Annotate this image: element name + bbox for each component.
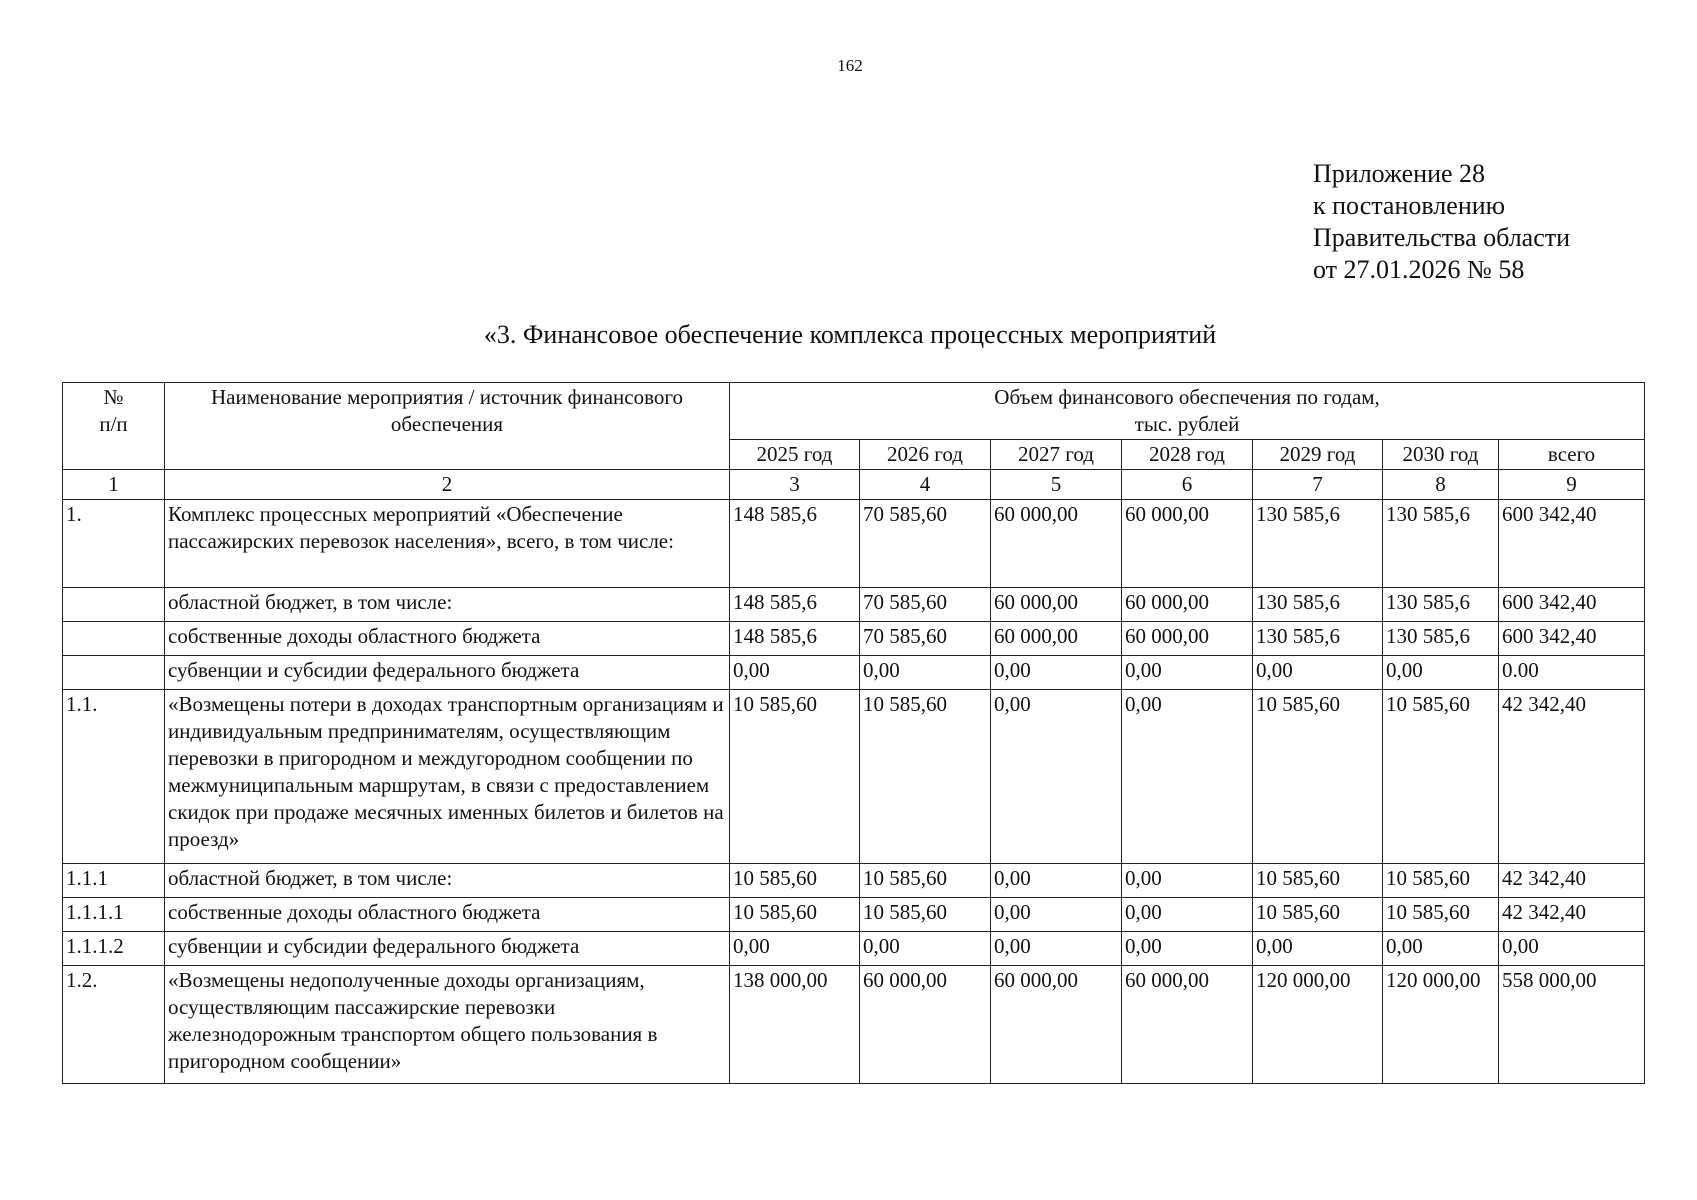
row-number bbox=[63, 622, 165, 656]
column-number: 2 bbox=[165, 470, 730, 500]
table-row bbox=[63, 864, 1645, 898]
row-number: 1.1.1 bbox=[63, 864, 165, 898]
table-row bbox=[63, 588, 1645, 622]
row-year-value: 10 585,60 bbox=[860, 898, 991, 932]
row-year-value: 0,00 bbox=[1122, 898, 1253, 932]
header-name: Наименование мероприятия / источник финансового обеспечения bbox=[165, 383, 730, 470]
row-year-value: 0,00 bbox=[1122, 932, 1253, 966]
row-total-value: 558 000,00 bbox=[1499, 966, 1645, 1084]
row-name: Комплекс процессных мероприятий «Обеспечение пассажирских перевозок населения», всего, в том числе: bbox=[165, 500, 730, 588]
table-row bbox=[63, 932, 1645, 966]
row-year-value: 10 585,60 bbox=[1253, 898, 1383, 932]
row-year-value: 0,00 bbox=[991, 898, 1122, 932]
row-name: субвенции и субсидии федерального бюджета bbox=[165, 932, 730, 966]
row-year-value: 10 585,60 bbox=[730, 864, 860, 898]
row-number bbox=[63, 656, 165, 690]
appendix-line: Правительства области bbox=[1313, 223, 1571, 252]
header-row bbox=[63, 383, 1645, 440]
row-year-value: 10 585,60 bbox=[730, 898, 860, 932]
row-year-value: 130 585,6 bbox=[1383, 622, 1499, 656]
row-year-value: 10 585,60 bbox=[1253, 864, 1383, 898]
row-year-value: 148 585,6 bbox=[730, 622, 860, 656]
header-year: 2028 год bbox=[1122, 440, 1253, 470]
row-year-value: 120 000,00 bbox=[1253, 966, 1383, 1084]
row-year-value: 0,00 bbox=[991, 932, 1122, 966]
row-year-value: 0,00 bbox=[860, 656, 991, 690]
row-year-value: 60 000,00 bbox=[991, 622, 1122, 656]
appendix-line: к постановлению bbox=[1313, 191, 1506, 220]
row-year-value: 0,00 bbox=[1253, 656, 1383, 690]
row-year-value: 0,00 bbox=[1253, 932, 1383, 966]
row-year-value: 0,00 bbox=[860, 932, 991, 966]
row-year-value: 0,00 bbox=[991, 690, 1122, 864]
row-year-value: 10 585,60 bbox=[860, 690, 991, 864]
row-year-value: 130 585,6 bbox=[1383, 588, 1499, 622]
row-number: 1. bbox=[63, 500, 165, 588]
row-name: областной бюджет, в том числе: bbox=[165, 864, 730, 898]
row-total-value: 42 342,40 bbox=[1499, 898, 1645, 932]
row-number: 1.1. bbox=[63, 690, 165, 864]
row-total-value: 600 342,40 bbox=[1499, 588, 1645, 622]
row-number: 1.1.1.2 bbox=[63, 932, 165, 966]
header-year: 2026 год bbox=[860, 440, 991, 470]
header-year-total: всего bbox=[1499, 440, 1645, 470]
row-year-value: 0,00 bbox=[1122, 864, 1253, 898]
table-row bbox=[63, 500, 1645, 588]
column-number: 4 bbox=[860, 470, 991, 500]
appendix-line: Приложение 28 bbox=[1313, 159, 1486, 188]
row-year-value: 10 585,60 bbox=[1383, 898, 1499, 932]
row-year-value: 60 000,00 bbox=[1122, 588, 1253, 622]
row-year-value: 70 585,60 bbox=[860, 588, 991, 622]
row-year-value: 10 585,60 bbox=[730, 690, 860, 864]
row-year-value: 60 000,00 bbox=[1122, 500, 1253, 588]
row-year-value: 148 585,6 bbox=[730, 588, 860, 622]
row-year-value: 0,00 bbox=[730, 656, 860, 690]
column-number: 8 bbox=[1383, 470, 1499, 500]
row-year-value: 120 000,00 bbox=[1383, 966, 1499, 1084]
row-year-value: 10 585,60 bbox=[1383, 690, 1499, 864]
row-year-value: 60 000,00 bbox=[1122, 622, 1253, 656]
table-row bbox=[63, 690, 1645, 864]
column-number: 3 bbox=[730, 470, 860, 500]
appendix-block bbox=[1313, 158, 1570, 286]
appendix-line: от 27.01.2026 № 58 bbox=[1313, 255, 1525, 284]
column-number: 1 bbox=[63, 470, 165, 500]
document-title: «3. Финансовое обеспечение комплекса процессных мероприятий bbox=[483, 320, 1217, 349]
row-name: «Возмещены потери в доходах транспортным организациям и индивидуальным предпринимателям, осуществляющим перевозки в пригородном и междугородном сообщении по межмуниципальным маршрутам, в связи с предоставлением скидок при продаже месячных именных билетов и билетов на проезд» bbox=[165, 690, 730, 864]
header-volume: Объем финансового обеспечения по годам, тыс. рублей bbox=[730, 383, 1645, 440]
header-year: 2025 год bbox=[730, 440, 860, 470]
row-total-value: 600 342,40 bbox=[1499, 500, 1645, 588]
row-total-value: 42 342,40 bbox=[1499, 690, 1645, 864]
table-row bbox=[63, 622, 1645, 656]
column-number: 6 bbox=[1122, 470, 1253, 500]
column-number: 9 bbox=[1499, 470, 1645, 500]
page-number: 162 bbox=[837, 56, 863, 75]
row-number: 1.2. bbox=[63, 966, 165, 1084]
row-year-value: 130 585,6 bbox=[1253, 500, 1383, 588]
row-year-value: 60 000,00 bbox=[991, 500, 1122, 588]
row-total-value: 0,00 bbox=[1499, 932, 1645, 966]
row-name: «Возмещены недополученные доходы организациям, осуществляющим пассажирские перевозки железнодорожным транспортом общего пользования в пригородном сообщении» bbox=[165, 966, 730, 1084]
row-number: 1.1.1.1 bbox=[63, 898, 165, 932]
row-year-value: 60 000,00 bbox=[1122, 966, 1253, 1084]
column-number: 7 bbox=[1253, 470, 1383, 500]
header-year: 2029 год bbox=[1253, 440, 1383, 470]
row-year-value: 60 000,00 bbox=[860, 966, 991, 1084]
row-year-value: 0,00 bbox=[1122, 690, 1253, 864]
row-name: субвенции и субсидии федерального бюджета bbox=[165, 656, 730, 690]
table-row bbox=[63, 656, 1645, 690]
row-year-value: 60 000,00 bbox=[991, 588, 1122, 622]
header-year: 2030 год bbox=[1383, 440, 1499, 470]
table-body bbox=[63, 500, 1645, 1084]
column-numbers-row bbox=[63, 470, 1645, 500]
row-total-value: 42 342,40 bbox=[1499, 864, 1645, 898]
row-year-value: 0,00 bbox=[730, 932, 860, 966]
row-name: собственные доходы областного бюджета bbox=[165, 622, 730, 656]
row-year-value: 70 585,60 bbox=[860, 500, 991, 588]
row-total-value: 0.00 bbox=[1499, 656, 1645, 690]
row-year-value: 0,00 bbox=[1383, 656, 1499, 690]
column-number: 5 bbox=[991, 470, 1122, 500]
row-year-value: 10 585,60 bbox=[1253, 690, 1383, 864]
financing-table bbox=[62, 382, 1645, 1084]
row-year-value: 0,00 bbox=[1383, 932, 1499, 966]
header-year: 2027 год bbox=[991, 440, 1122, 470]
row-year-value: 10 585,60 bbox=[860, 864, 991, 898]
row-name: областной бюджет, в том числе: bbox=[165, 588, 730, 622]
row-name: собственные доходы областного бюджета bbox=[165, 898, 730, 932]
row-year-value: 148 585,6 bbox=[730, 500, 860, 588]
row-number bbox=[63, 588, 165, 622]
row-year-value: 60 000,00 bbox=[991, 966, 1122, 1084]
table-row bbox=[63, 966, 1645, 1084]
header-num: № п/п bbox=[63, 383, 165, 470]
row-year-value: 138 000,00 bbox=[730, 966, 860, 1084]
row-year-value: 10 585,60 bbox=[1383, 864, 1499, 898]
row-year-value: 0,00 bbox=[991, 656, 1122, 690]
row-total-value: 600 342,40 bbox=[1499, 622, 1645, 656]
row-year-value: 130 585,6 bbox=[1253, 588, 1383, 622]
row-year-value: 0,00 bbox=[991, 864, 1122, 898]
row-year-value: 0,00 bbox=[1122, 656, 1253, 690]
row-year-value: 130 585,6 bbox=[1253, 622, 1383, 656]
table-row bbox=[63, 898, 1645, 932]
row-year-value: 130 585,6 bbox=[1383, 500, 1499, 588]
row-year-value: 70 585,60 bbox=[860, 622, 991, 656]
